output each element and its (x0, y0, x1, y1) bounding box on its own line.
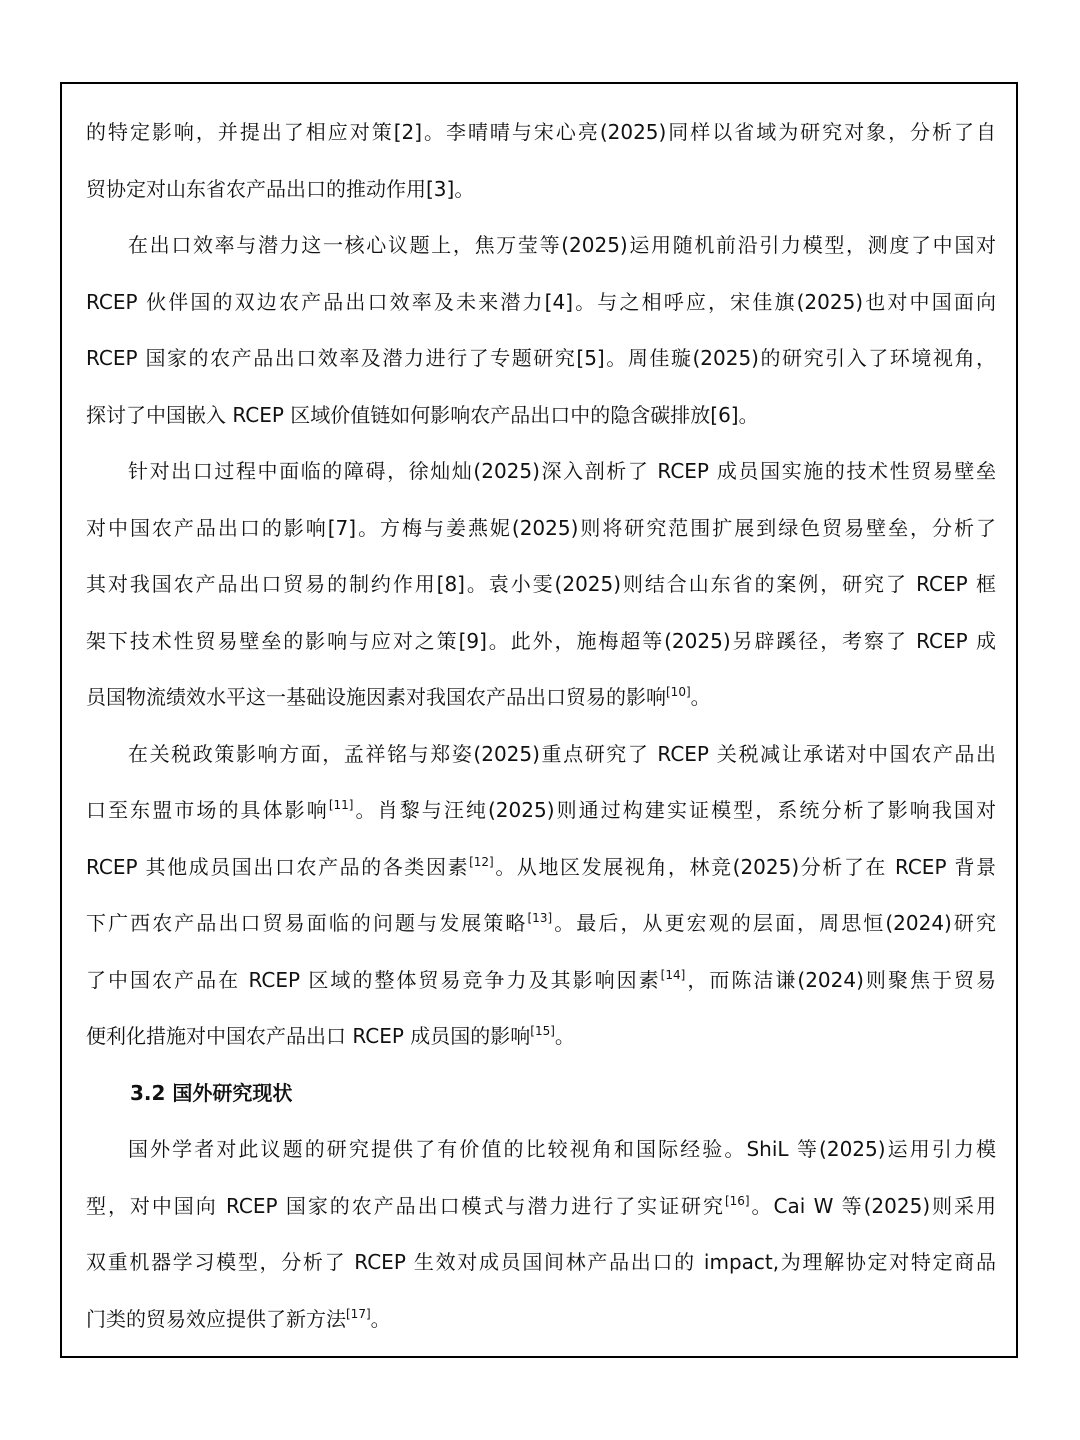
paragraph-line (86, 387, 996, 444)
line-text: 探讨了中国嵌入 RCEP 区域价值链如何影响农产品出口中的隐含碳排放[6]。 (86, 402, 759, 427)
line-text-continued: 。Cai W 等(2025)则采用 (749, 1193, 996, 1218)
line-text: 国外学者对此议题的研究提供了有价值的比较视角和国际经验。ShiL 等(2025)运用引力模 (128, 1137, 996, 1161)
citation-marker: [16] (724, 1193, 750, 1208)
citation-marker: [13] (527, 911, 553, 925)
line-text: 的特定影响，并提出了相应对策[2]。李晴晴与宋心亮(2025)同样以省域为研究对象，分析了自 (86, 120, 996, 144)
line-text: 门类的贸易效应提供了新方法 (86, 1306, 346, 1331)
line-text: 了中国农产品在 RCEP 区域的整体贸易竞争力及其影响因素 (86, 967, 661, 992)
line-text: 3.2 国外研究现状 (130, 1080, 293, 1105)
line-text: 在关税政策影响方面，孟祥铭与郑姿(2025)重点研究了 RCEP 关税减让承诺对中国农产品出 (128, 741, 996, 766)
citation-marker: [15] (530, 1024, 555, 1038)
paragraph-line (86, 782, 996, 839)
document-body (86, 104, 996, 1347)
paragraph-line (86, 1121, 996, 1178)
paragraph-line (86, 274, 996, 331)
paragraph-line (86, 500, 996, 557)
line-text: RCEP 国家的农产品出口效率及潜力进行了专题研究[5]。周佳璇(2025)的研究引入了环境视角， (86, 346, 996, 370)
citation-marker: [11] (328, 798, 354, 812)
section-heading (86, 1065, 996, 1122)
line-text: 口至东盟市场的具体影响 (86, 798, 329, 822)
line-text-continued: ，而陈洁谦(2024)则聚焦于贸易 (685, 967, 996, 992)
citation-marker: [17] (346, 1306, 371, 1321)
line-text: 员国物流绩效水平这一基础设施因素对我国农产品出口贸易的影响 (86, 685, 666, 709)
line-text: 双重机器学习模型，分析了 RCEP 生效对成员国间林产品出口的 impact,为理解协定对特定商品 (86, 1250, 996, 1274)
citation-marker: [12] (469, 854, 494, 869)
paragraph-line (86, 104, 996, 161)
line-text-continued: 。 (370, 1306, 391, 1331)
line-text: RCEP 其他成员国出口农产品的各类因素 (86, 854, 470, 879)
line-text: 贸协定对山东省农产品出口的推动作用[3]。 (86, 176, 475, 201)
paragraph-line (86, 1008, 996, 1065)
citation-marker: [14] (660, 967, 686, 982)
line-text: 便利化措施对中国农产品出口 RCEP 成员国的影响 (86, 1024, 531, 1048)
paragraph-line (86, 443, 996, 500)
line-text-continued: 。 (690, 685, 711, 709)
paragraph-line (86, 895, 996, 952)
paragraph-line (86, 1291, 996, 1348)
paragraph-line (86, 161, 996, 218)
paragraph-line (86, 1234, 996, 1291)
paragraph-line (86, 726, 996, 783)
line-text: 针对出口过程中面临的障碍，徐灿灿(2025)深入剖析了 RCEP 成员国实施的技术性贸易壁垒 (128, 459, 996, 483)
citation-marker: [10] (666, 685, 691, 699)
paragraph-line (86, 330, 996, 387)
paragraph-line (86, 952, 996, 1009)
line-text-continued: 。最后，从更宏观的层面，周思恒(2024)研究 (552, 911, 996, 935)
line-text: 对中国农产品出口的影响[7]。方梅与姜燕妮(2025)则将研究范围扩展到绿色贸易壁垒，分析了 (86, 515, 996, 540)
paragraph-line (86, 839, 996, 896)
line-text-continued: 。肖黎与汪纯(2025)则通过构建实证模型，系统分析了影响我国对 (353, 798, 996, 822)
line-text: RCEP 伙伴国的双边农产品出口效率及未来潜力[4]。与之相呼应，宋佳旗(2025)也对中国面向 (86, 289, 996, 314)
line-text: 型，对中国向 RCEP 国家的农产品出口模式与潜力进行了实证研究 (86, 1193, 725, 1218)
paragraph-line (86, 556, 996, 613)
paragraph-line (86, 669, 996, 726)
line-text-continued: 。 (554, 1024, 575, 1048)
paragraph-line (86, 613, 996, 670)
paragraph-line (86, 1178, 996, 1235)
line-text: 下广西农产品出口贸易面临的问题与发展策略 (86, 911, 528, 935)
line-text-continued: 。从地区发展视角，林竞(2025)分析了在 RCEP 背景 (493, 854, 997, 879)
line-text: 架下技术性贸易壁垒的影响与应对之策[9]。此外，施梅超等(2025)另辟蹊径，考察了 RCEP 成 (86, 628, 996, 653)
line-text: 其对我国农产品出口贸易的制约作用[8]。袁小雯(2025)则结合山东省的案例，研究了 RCEP 框 (86, 572, 996, 596)
line-text: 在出口效率与潜力这一核心议题上，焦万莹等(2025)运用随机前沿引力模型，测度了中国对 (128, 233, 996, 257)
paragraph-line (86, 217, 996, 274)
